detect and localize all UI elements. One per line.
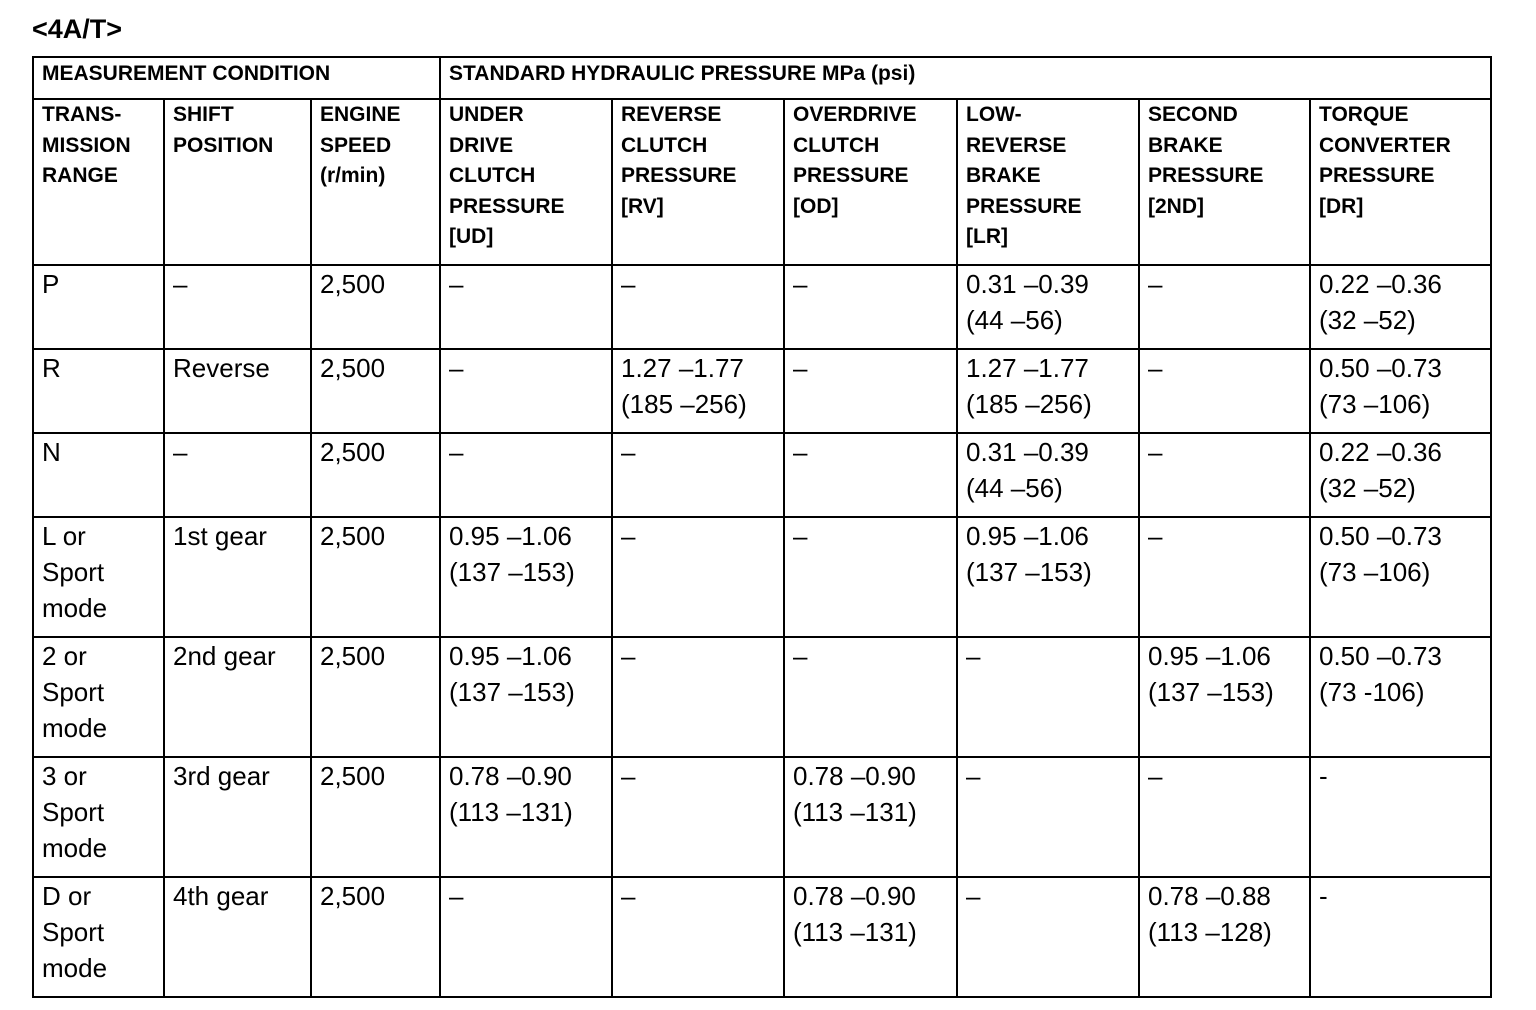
cell-underdrive-pressure: – xyxy=(440,877,612,997)
table-row xyxy=(33,433,1491,517)
document-title: <4A/T> xyxy=(32,14,123,44)
cell-shift-position: 4th gear xyxy=(164,877,311,997)
cell-engine-speed: 2,500 xyxy=(311,757,440,877)
cell-torque-converter-pressure: 0.22 –0.36 (32 –52) xyxy=(1310,433,1491,517)
cell-overdrive-pressure: – xyxy=(784,517,957,637)
cell-underdrive-pressure: – xyxy=(440,265,612,349)
cell-torque-converter-pressure: 0.50 –0.73 (73 –106) xyxy=(1310,349,1491,433)
cell-torque-converter-pressure: - xyxy=(1310,877,1491,997)
cell-second-brake-pressure: – xyxy=(1139,433,1310,517)
cell-transmission-range: 3 or Sport mode xyxy=(33,757,164,877)
cell-transmission-range: 2 or Sport mode xyxy=(33,637,164,757)
col-header-shift-position: SHIFT POSITION xyxy=(164,99,311,265)
cell-transmission-range: P xyxy=(33,265,164,349)
cell-underdrive-pressure: – xyxy=(440,433,612,517)
cell-overdrive-pressure: – xyxy=(784,433,957,517)
cell-reverse-pressure: 1.27 –1.77 (185 –256) xyxy=(612,349,784,433)
cell-low-reverse-pressure: 0.31 –0.39 (44 –56) xyxy=(957,433,1139,517)
cell-reverse-pressure: – xyxy=(612,757,784,877)
cell-underdrive-pressure: – xyxy=(440,349,612,433)
cell-shift-position: Reverse xyxy=(164,349,311,433)
col-header-second-brake: SECOND BRAKE PRESSURE [2ND] xyxy=(1139,99,1310,265)
cell-second-brake-pressure: 0.78 –0.88 (113 –128) xyxy=(1139,877,1310,997)
col-header-transmission-range: TRANS- MISSION RANGE xyxy=(33,99,164,265)
col-header-reverse-clutch: REVERSE CLUTCH PRESSURE [RV] xyxy=(612,99,784,265)
cell-reverse-pressure: – xyxy=(612,517,784,637)
col-header-low-reverse-brake: LOW- REVERSE BRAKE PRESSURE [LR] xyxy=(957,99,1139,265)
cell-overdrive-pressure: 0.78 –0.90 (113 –131) xyxy=(784,757,957,877)
cell-transmission-range: R xyxy=(33,349,164,433)
column-header-row xyxy=(33,99,1491,265)
cell-transmission-range: D or Sport mode xyxy=(33,877,164,997)
col-header-torque-converter: TORQUE CONVERTER PRESSURE [DR] xyxy=(1310,99,1491,265)
cell-torque-converter-pressure: 0.50 –0.73 (73 –106) xyxy=(1310,517,1491,637)
table-row xyxy=(33,349,1491,433)
cell-overdrive-pressure: – xyxy=(784,637,957,757)
cell-shift-position: – xyxy=(164,265,311,349)
table-row xyxy=(33,637,1491,757)
measurement-condition-header: MEASUREMENT CONDITION xyxy=(33,57,440,99)
cell-engine-speed: 2,500 xyxy=(311,265,440,349)
cell-shift-position: 1st gear xyxy=(164,517,311,637)
cell-reverse-pressure: – xyxy=(612,265,784,349)
cell-transmission-range: L or Sport mode xyxy=(33,517,164,637)
table-row xyxy=(33,757,1491,877)
cell-transmission-range: N xyxy=(33,433,164,517)
cell-low-reverse-pressure: – xyxy=(957,637,1139,757)
cell-reverse-pressure: – xyxy=(612,877,784,997)
cell-second-brake-pressure: – xyxy=(1139,517,1310,637)
cell-torque-converter-pressure: 0.50 –0.73 (73 -106) xyxy=(1310,637,1491,757)
cell-underdrive-pressure: 0.78 –0.90 (113 –131) xyxy=(440,757,612,877)
cell-overdrive-pressure: – xyxy=(784,349,957,433)
cell-second-brake-pressure: – xyxy=(1139,265,1310,349)
cell-torque-converter-pressure: 0.22 –0.36 (32 –52) xyxy=(1310,265,1491,349)
standard-pressure-header: STANDARD HYDRAULIC PRESSURE MPa (psi) xyxy=(440,57,1491,99)
cell-shift-position: 3rd gear xyxy=(164,757,311,877)
cell-torque-converter-pressure: - xyxy=(1310,757,1491,877)
cell-low-reverse-pressure: 0.95 –1.06 (137 –153) xyxy=(957,517,1139,637)
cell-engine-speed: 2,500 xyxy=(311,877,440,997)
table-row xyxy=(33,265,1491,349)
table-body xyxy=(33,265,1491,997)
cell-reverse-pressure: – xyxy=(612,637,784,757)
cell-second-brake-pressure: 0.95 –1.06 (137 –153) xyxy=(1139,637,1310,757)
hydraulic-pressure-table xyxy=(32,56,1492,998)
col-header-overdrive-clutch: OVERDRIVE CLUTCH PRESSURE [OD] xyxy=(784,99,957,265)
cell-engine-speed: 2,500 xyxy=(311,433,440,517)
table-row xyxy=(33,877,1491,997)
cell-reverse-pressure: – xyxy=(612,433,784,517)
cell-overdrive-pressure: 0.78 –0.90 (113 –131) xyxy=(784,877,957,997)
cell-low-reverse-pressure: 0.31 –0.39 (44 –56) xyxy=(957,265,1139,349)
table-row xyxy=(33,517,1491,637)
cell-engine-speed: 2,500 xyxy=(311,637,440,757)
group-header-row xyxy=(33,57,1491,99)
cell-engine-speed: 2,500 xyxy=(311,517,440,637)
cell-underdrive-pressure: 0.95 –1.06 (137 –153) xyxy=(440,637,612,757)
cell-shift-position: – xyxy=(164,433,311,517)
col-header-underdrive-clutch: UNDER DRIVE CLUTCH PRESSURE [UD] xyxy=(440,99,612,265)
cell-second-brake-pressure: – xyxy=(1139,349,1310,433)
cell-shift-position: 2nd gear xyxy=(164,637,311,757)
col-header-engine-speed: ENGINE SPEED (r/min) xyxy=(311,99,440,265)
cell-low-reverse-pressure: – xyxy=(957,757,1139,877)
cell-low-reverse-pressure: – xyxy=(957,877,1139,997)
cell-engine-speed: 2,500 xyxy=(311,349,440,433)
cell-second-brake-pressure: – xyxy=(1139,757,1310,877)
cell-underdrive-pressure: 0.95 –1.06 (137 –153) xyxy=(440,517,612,637)
cell-low-reverse-pressure: 1.27 –1.77 (185 –256) xyxy=(957,349,1139,433)
cell-overdrive-pressure: – xyxy=(784,265,957,349)
